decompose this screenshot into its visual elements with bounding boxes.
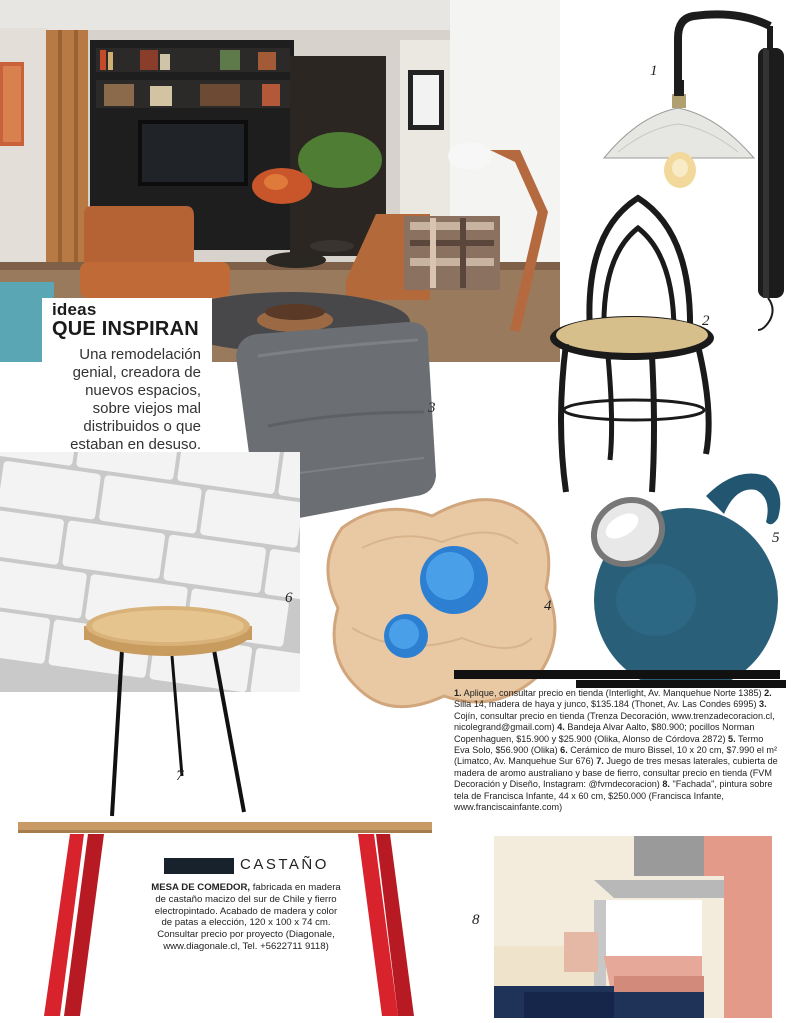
item-number-4: 4 <box>544 598 552 614</box>
item-number-6: 6 <box>285 590 293 606</box>
item-number-1: 1 <box>650 63 658 79</box>
castano-bar <box>164 858 234 874</box>
section-title: QUE INSPIRAN <box>52 318 199 340</box>
legend-rule <box>454 670 780 679</box>
painting-image <box>494 836 772 1018</box>
legend-text: 1. Aplique, consultar precio en tienda (Interlight, Av. Manquehue Norte 1385) 2. Silla 14, madera de haya y junco, $135.184 (Thonet, Av. Las Condes 6995) 3. Cojín, consultar precio en tienda (Trenza Decoración, www.trenzadecoracion.cl, nicolegrand@gmail.com) 4. Bandeja Alvar Aalto, $80.900; pocillos Norman Copenhaguen, $15.900 y $25.900 (Olika, Alonso de Córdova 2872) 5. Termo Eva Solo, $56.900 (Olika) 6. Cerámico de muro Bissel, 10 x 20 cm, $7.990 el m² (Limatco, Av. Manquehue Sur 676) 7. Juego de tres mesas laterales, cubierta de madera de aromo australiano y base de fierro, consultar precio en tienda (FVM Decoración y Diseño, Instagram: @fvmdecoracion) 8. "Fachada", pintura sobre tela de Francisca Infante, 44 x 60 cm, $250.000 (Francisca Infante, www.franciscainfante.com) <box>454 688 778 813</box>
section-kicker: ideas <box>52 300 97 319</box>
item-number-3: 3 <box>428 400 436 416</box>
thonet-chair-image <box>544 192 722 497</box>
product-name: MESA DE COMEDOR, <box>151 882 251 893</box>
product-description: fabricada en madera de castaño macizo del sur de Chile y fierro electropintado. Acabado de madera y color de patas a elección, 120 x 100 x 74 cm. Consultar precio por proyecto (Diagonale, www.diagonale.cl, Tel. +5622711 9118) <box>154 882 341 952</box>
item-number-8: 8 <box>472 912 480 928</box>
thermos-image <box>576 466 786 688</box>
intro-text: Una remodelación genial, creadora de nuevos espacios, sobre viejos mal distribuidos o que estaban en desuso. <box>70 346 201 453</box>
item-number-7: 7 <box>176 768 184 784</box>
product-legend <box>454 670 780 813</box>
castano-label: CASTAÑO <box>240 856 329 873</box>
dining-table-description <box>150 882 342 953</box>
side-table-image <box>82 596 254 818</box>
item-number-2: 2 <box>702 313 710 329</box>
item-number-5: 5 <box>772 530 780 546</box>
